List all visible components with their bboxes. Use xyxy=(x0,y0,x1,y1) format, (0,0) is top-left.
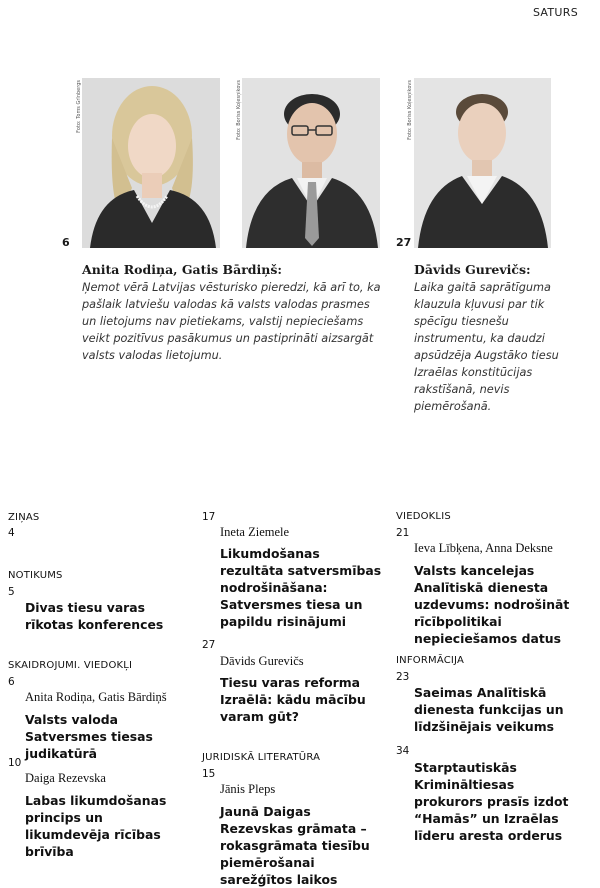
toc-entry-author: Dāvids Gurevičs xyxy=(220,654,304,668)
toc-section-label: JURIDISKĀ LITERATŪRA xyxy=(202,752,321,763)
toc-section-label: SKAIDROJUMI. VIEDOKĻI xyxy=(8,660,133,671)
portrait-photo-gatis-bardins xyxy=(242,78,380,248)
toc-entry-title[interactable]: Divas tiesu varas rīkotas konferences xyxy=(25,600,164,632)
toc-entry-title[interactable]: Tiesu varas reforma Izraēlā: kādu mācību varam gūt? xyxy=(220,675,366,724)
section-header-label: SATURS xyxy=(532,6,578,19)
toc-section-label: INFORMĀCIJA xyxy=(396,655,465,666)
feature-author-name: Dāvids Gurevičs: xyxy=(414,262,531,277)
toc-entry-title[interactable]: Labas likumdošanas princips un likumdevēja rīcības brīvība xyxy=(25,793,167,859)
photo-credit: Foto: Boriss Koļesņikovs xyxy=(236,80,242,140)
toc-section-label: VIEDOKLIS xyxy=(396,511,451,522)
toc-page-number[interactable]: 15 xyxy=(202,768,216,780)
toc-entry-title[interactable]: Valsts kancelejas Analītiskā dienesta uzdevums: nodrošināt rīcībpolitikai nepieciešamos datus xyxy=(414,563,570,646)
toc-section-label: NOTIKUMS xyxy=(8,570,63,581)
toc-page-number[interactable]: 23 xyxy=(396,671,410,683)
toc-page-number[interactable]: 4 xyxy=(8,527,15,539)
toc-page-number[interactable]: 27 xyxy=(202,639,216,651)
toc-entry-title[interactable]: Saeimas Analītiskā dienesta funkcijas un līdzšinējais veikums xyxy=(414,685,564,734)
toc-page-number[interactable]: 34 xyxy=(396,745,410,757)
toc-entry-title[interactable]: Valsts valoda Satversmes tiesas judikatūrā xyxy=(25,712,153,761)
portrait-photo-anita-rodina xyxy=(82,78,220,248)
toc-section-label: ZIŅAS xyxy=(8,512,40,523)
toc-page-number[interactable]: 17 xyxy=(202,511,216,523)
toc-entry-title[interactable]: Starptautiskās Krimināltiesas prokurors prasīs izdot “Hamās” un Izraēlas līderu aresta orderus xyxy=(414,760,569,843)
feature-author-name: Anita Rodiņa, Gatis Bārdiņš: xyxy=(82,262,283,277)
toc-page-number[interactable]: 10 xyxy=(8,757,22,769)
toc-entry-author: Anita Rodiņa, Gatis Bārdiņš xyxy=(25,690,167,704)
feature-page-number: 27 xyxy=(396,236,412,249)
toc-entry-title[interactable]: Jaunā Daigas Rezevskas grāmata – rokasgrāmata tiesību piemērošanai sarežģītos laikos xyxy=(220,804,370,887)
toc-entry-author: Ineta Ziemele xyxy=(220,525,290,539)
photo-credit: Foto: Boriss Koļesņikovs xyxy=(407,80,413,140)
portrait-photo-davids-gurevics xyxy=(414,78,551,248)
feature-quote: Ņemot vērā Latvijas vēsturisko pieredzi, kā arī to, ka pašlaik latviešu valodas kā valsts valodas prasmes un lietojums nav pietiekams, valstij nepieciešams veikt pozitīvus pasākumus un pastiprināti aizsargāt valsts valodas lietojumu. xyxy=(82,281,381,362)
photo-credit: Foto: Toms Grīnbergs xyxy=(76,80,82,133)
toc-entry-author: Daiga Rezevska xyxy=(25,771,106,785)
toc-page-number[interactable]: 21 xyxy=(396,527,410,539)
feature-quote: Laika gaitā saprātīguma klauzula kļuvusi par tik spēcīgu tiesnešu instrumentu, ka daudzi apsūdzēja Augstāko tiesu Izraēlas konstitūcijas rakstīšanā, nevis piemērošanā. xyxy=(414,281,559,413)
toc-entry-title[interactable]: Likumdošanas rezultāta satversmības nodrošināšana: Satversmes tiesa un papildu risinājumi xyxy=(220,546,382,629)
feature-page-number: 6 xyxy=(62,236,70,249)
toc-page-number[interactable]: 5 xyxy=(8,586,15,598)
toc-page-number[interactable]: 6 xyxy=(8,676,15,688)
toc-entry-author: Jānis Pleps xyxy=(220,782,276,796)
toc-entry-author: Ieva Lībķena, Anna Deksne xyxy=(414,541,553,555)
